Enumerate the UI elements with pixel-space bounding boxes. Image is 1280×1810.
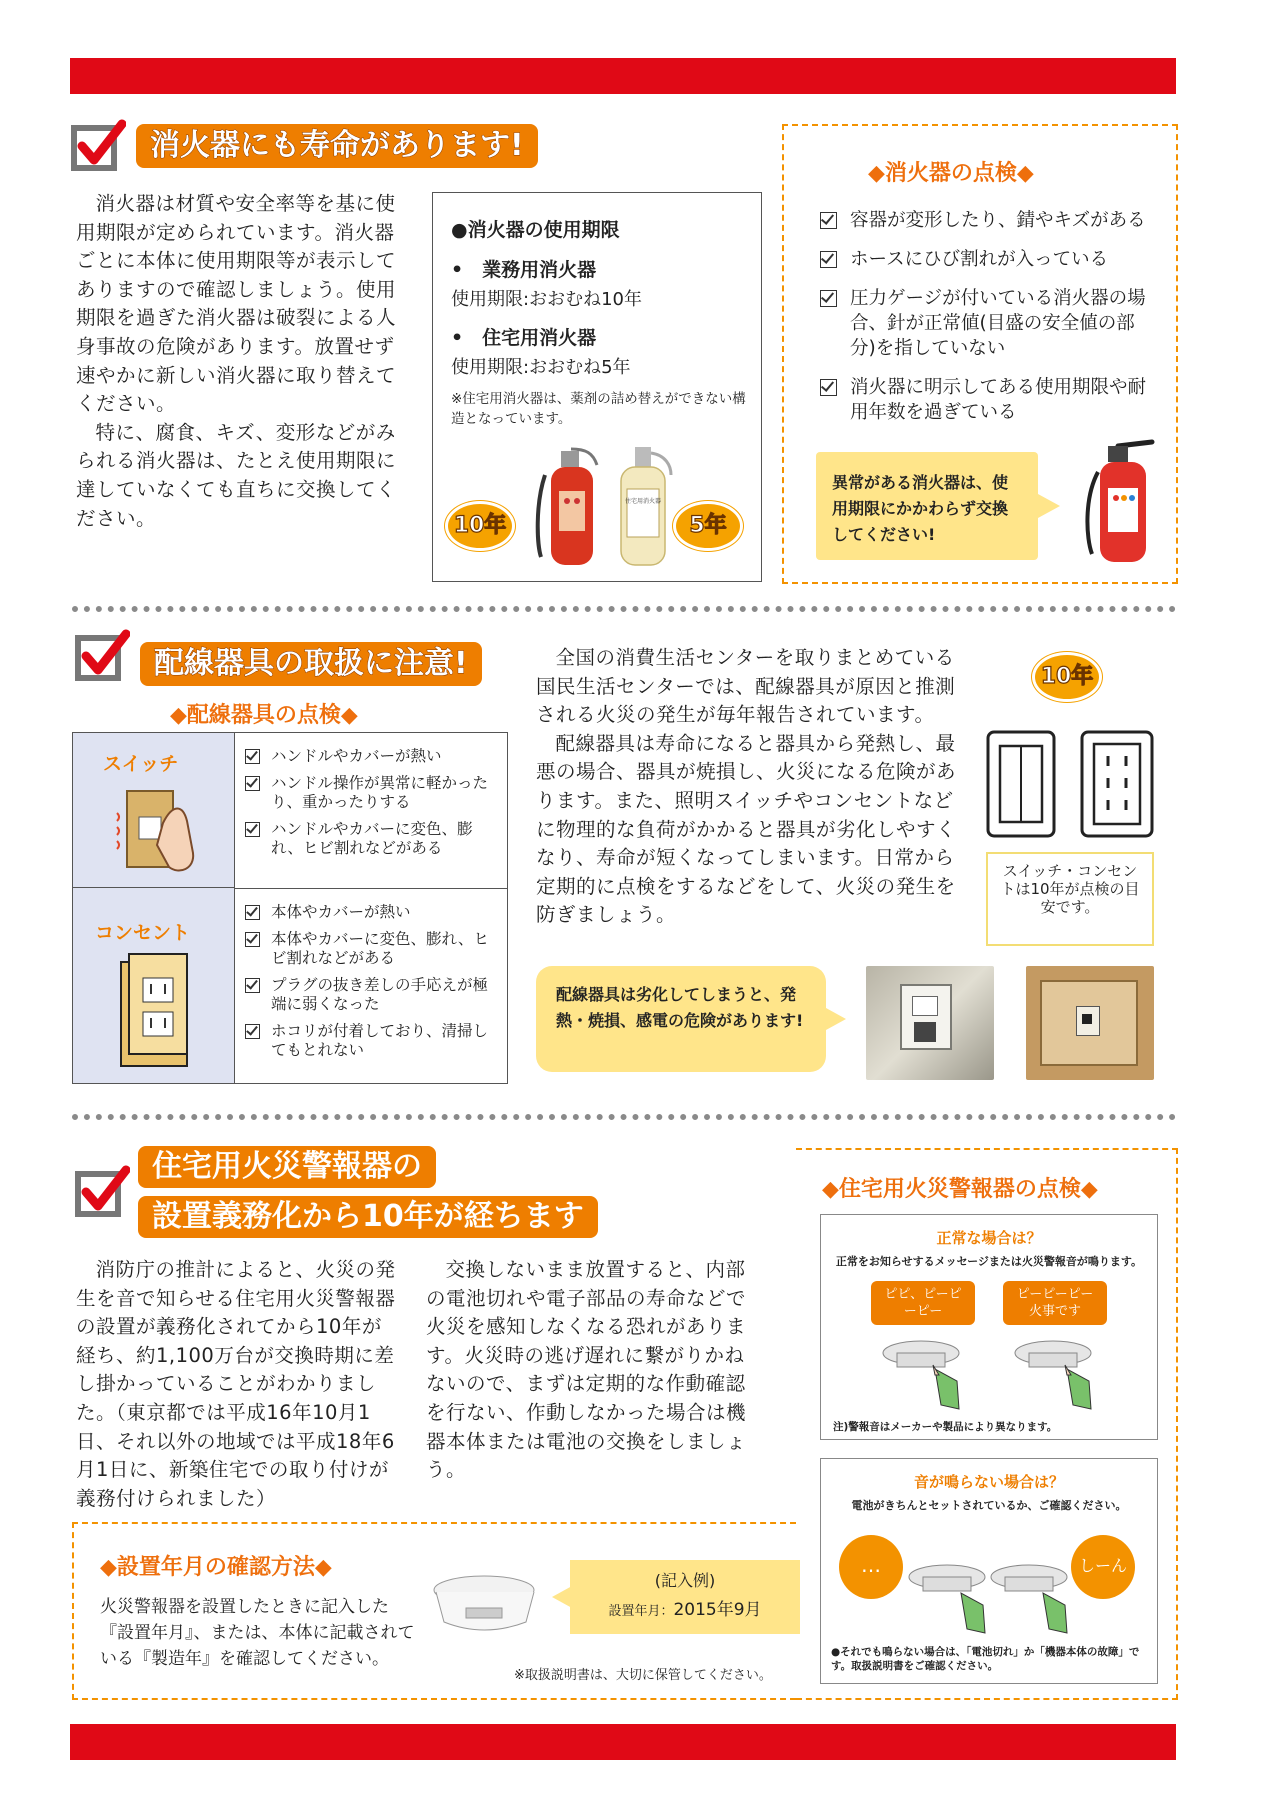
alarm-body-right bbox=[426, 1256, 756, 1485]
residential-value: 使用期限:おおむね5年 bbox=[451, 357, 631, 378]
install-example-row bbox=[570, 1595, 800, 1620]
damaged-switch-photo bbox=[866, 966, 994, 1080]
normal-case-panel bbox=[820, 1214, 1158, 1440]
example-pointer bbox=[552, 1586, 572, 1608]
silent-case-panel bbox=[820, 1458, 1158, 1684]
switch-burn bbox=[914, 1022, 936, 1042]
section-title-alarm-line1: 住宅用火災警報器の bbox=[138, 1146, 436, 1188]
extinguisher-para-1: 消火器は材質や安全率等を基に使用期限が定められています。消火器ごとに本体に使用期限等が表示してありますので確認しましょう。使用期限を過ぎた消火器は破裂による人身事故の危険があります。放置せず速やかに新しい消火器に取り替えてください。 bbox=[76, 192, 397, 416]
section-title-extinguisher: 消火器にも寿命があります! bbox=[136, 124, 538, 168]
install-date-heading: ◆設置年月の確認方法◆ bbox=[100, 1555, 332, 1580]
silent-bubble-1: … bbox=[839, 1535, 903, 1599]
extinguisher-para-2: 特に、腐食、キズ、変形などがみられる消火器は、たとえ使用期限に達していなくても直ちに交換してください。 bbox=[76, 420, 397, 530]
wiring-body bbox=[536, 644, 964, 930]
wiring-inspection-heading: ◆配線器具の点検◆ bbox=[170, 703, 358, 728]
wiring-inspection-table bbox=[72, 732, 508, 1084]
checkbox-icon bbox=[245, 749, 260, 764]
extinguisher-inspection-box bbox=[782, 124, 1178, 584]
section-divider bbox=[72, 1114, 1176, 1120]
badge-5-years: 5年 bbox=[673, 501, 743, 551]
callout-pointer bbox=[1038, 494, 1060, 518]
install-example-box bbox=[570, 1560, 800, 1634]
outlet-burn bbox=[1082, 1014, 1092, 1024]
normal-bubble-2: ピーピーピー火事です bbox=[1003, 1281, 1107, 1325]
checkbox-icon bbox=[820, 290, 837, 307]
normal-case-desc: 正常をお知らせするメッセージまたは火災警報音が鳴ります。 bbox=[835, 1255, 1143, 1268]
lifespan-note: ※住宅用消火器は、薬剤の詰め替えができない構造となっています。 bbox=[451, 391, 746, 427]
callout-pointer bbox=[826, 1008, 846, 1030]
checkmark-icon bbox=[74, 628, 130, 684]
checklist-item: ハンドル操作が異常に軽かったり、重かったりする bbox=[245, 774, 499, 812]
residential-extinguisher-label: 住宅用消火器 bbox=[624, 498, 662, 505]
checklist-item: ハンドルやカバーに変色、膨れ、ヒビ割れなどがある bbox=[245, 820, 499, 858]
checkbox-icon bbox=[245, 1024, 260, 1039]
damaged-outlet-photo bbox=[1026, 966, 1154, 1080]
residential-label: • 住宅用消火器 bbox=[451, 327, 597, 349]
top-red-bar bbox=[70, 58, 1176, 94]
normal-case-note: 注)警報音はメーカーや製品により異なります。 bbox=[833, 1421, 1058, 1433]
badge-10-years: 10年 bbox=[445, 501, 515, 551]
alarm-inspection-heading: ◆住宅用火災警報器の点検◆ bbox=[822, 1177, 1098, 1202]
silent-case-note: ●それでも鳴らない場合は、「電池切れ」か「機器本体の故障」です。取扱説明書をご確認ください。 bbox=[831, 1646, 1140, 1672]
switch-cell bbox=[73, 733, 235, 888]
switch-illustration-icon bbox=[113, 783, 203, 875]
checklist-item: 容器が変形したり、錆やキズがある bbox=[820, 208, 1160, 233]
checkbox-icon bbox=[820, 212, 837, 229]
checkbox-icon bbox=[245, 905, 260, 920]
outlet-plate-icon bbox=[1080, 730, 1154, 838]
outlet-label: コンセント bbox=[95, 922, 191, 944]
residential-extinguisher-icon bbox=[609, 445, 679, 569]
commercial-value: 使用期限:おおむね10年 bbox=[451, 289, 642, 310]
smoke-alarm-press-icon bbox=[989, 1555, 1079, 1639]
extinguisher-icon bbox=[1078, 438, 1164, 566]
install-date-text: 火災警報器を設置したときに記入した『設置年月』、または、本体に記載されている『製造年』を確認してください。 bbox=[100, 1597, 415, 1669]
wiring-para-2: 配線器具は寿命になると器具から発熱し、最悪の場合、器具が焼損し、火災になる危険があります。また、照明スイッチやコンセントなどに物理的な負荷がかかると器具が劣化しやすくなり、寿命が短くなってしまいます。日常から定期的に点検をするなどをして、火災の発生を防ぎましょう。 bbox=[536, 731, 957, 927]
section-divider bbox=[72, 606, 1176, 612]
alarm-body-left bbox=[76, 1256, 398, 1513]
section-title-wiring: 配線器具の取扱に注意! bbox=[140, 642, 482, 686]
table-divider bbox=[235, 888, 507, 889]
checklist-item: ホコリが付着しており、清掃してもとれない bbox=[245, 1022, 499, 1060]
switch-label: スイッチ bbox=[103, 753, 179, 775]
outlet-illustration-icon bbox=[113, 950, 199, 1072]
manual-note: ※取扱説明書は、大切に保管してください。 bbox=[514, 1668, 772, 1683]
silent-case-title: 音が鳴らない場合は？ bbox=[913, 1473, 1064, 1491]
checklist-item: ホースにひび割れが入っている bbox=[820, 247, 1160, 272]
checkmark-icon bbox=[74, 1164, 130, 1220]
install-example-value: 2015年9月 bbox=[673, 1600, 762, 1620]
lifespan-heading: ●消火器の使用期限 bbox=[451, 219, 620, 241]
switch-outlet-note: スイッチ・コンセントは10年が点検の目安です。 bbox=[986, 852, 1154, 946]
extinguisher-callout: 異常がある消火器は、使用期限にかかわらず交換してください! bbox=[816, 452, 1038, 560]
normal-case-title: 正常な場合は？ bbox=[936, 1229, 1042, 1247]
checkbox-icon bbox=[245, 932, 260, 947]
switch-plate-icon bbox=[986, 730, 1056, 838]
checklist-item: ハンドルやカバーが熱い bbox=[245, 747, 499, 766]
alarm-para-right: 交換しないまま放置すると、内部の電池切れや電子部品の寿命などで火災を感知しなくなる恐れがあります。火災時の逃げ遅れに繋がりかねないので、まずは定期的な作動確認を行ない、作動しなかった場合は機器本体または電池の交換をしましょう。 bbox=[426, 1258, 747, 1482]
checklist-item: 圧力ゲージが付いている消火器の場合、針が正常値(目盛の安全値の部分)を指していない bbox=[820, 286, 1160, 361]
install-example-label: 設置年月： bbox=[608, 1604, 674, 1619]
switch-toggle bbox=[912, 996, 938, 1016]
badge-10-years: 10年 bbox=[1032, 652, 1102, 702]
silent-bubble-2: しーん bbox=[1071, 1535, 1135, 1599]
outlet-cell bbox=[73, 888, 235, 1083]
wiring-para-1: 全国の消費生活センターを取りまとめている国民生活センターでは、配線器具が原因と推測される火災の発生が毎年報告されています。 bbox=[536, 646, 956, 727]
checklist-item: プラグの抜き差しの手応えが極端に弱くなった bbox=[245, 976, 499, 1014]
checkbox-icon bbox=[820, 251, 837, 268]
checklist-item: 本体やカバーに変色、膨れ、ヒビ割れなどがある bbox=[245, 930, 499, 968]
checklist-item: 消火器に明示してある使用期限や耐用年数を過ぎている bbox=[820, 375, 1160, 425]
commercial-extinguisher-icon bbox=[531, 445, 611, 569]
wiring-callout: 配線器具は劣化してしまうと、発熱・焼損、感電の危険があります! bbox=[536, 966, 826, 1072]
checkmark-icon bbox=[70, 118, 126, 174]
extinguisher-inspection-heading: ◆消火器の点検◆ bbox=[868, 161, 1034, 186]
commercial-label: • 業務用消火器 bbox=[451, 259, 597, 281]
section-title-alarm-line2: 設置義務化から10年が経ちます bbox=[138, 1196, 598, 1238]
checkbox-icon bbox=[245, 978, 260, 993]
smoke-alarm-icon bbox=[430, 1568, 540, 1640]
normal-bubble-1: ピピ、ピーピーピー bbox=[871, 1281, 975, 1325]
extinguisher-intro bbox=[76, 190, 396, 533]
install-example-title: (記入例) bbox=[654, 1571, 716, 1590]
alarm-inspection-box bbox=[796, 1148, 1178, 1700]
checkbox-icon bbox=[245, 822, 260, 837]
silent-case-desc: 電池がきちんとセットされているか、ご確認ください。 bbox=[851, 1499, 1127, 1512]
lifespan-box bbox=[432, 192, 762, 582]
smoke-alarm-press-icon bbox=[907, 1555, 997, 1639]
install-date-box bbox=[72, 1522, 796, 1700]
checkbox-icon bbox=[245, 776, 260, 791]
checkbox-icon bbox=[820, 379, 837, 396]
checklist-item: 本体やカバーが熱い bbox=[245, 903, 499, 922]
outlet-checklist bbox=[245, 903, 499, 1068]
extinguisher-checklist bbox=[820, 208, 1160, 439]
alarm-para-left: 消防庁の推計によると、火災の発生を音で知らせる住宅用火災警報器の設置が義務化されてから10年が経ち、約1,100万台が交換時期に差し掛かっていることがわかりました。（東京都では平成16年10月1日、それ以外の地域では平成18年6月1日に、新築住宅での取り付けが義務付けられました） bbox=[76, 1258, 396, 1510]
bottom-red-bar bbox=[70, 1724, 1176, 1760]
smoke-alarm-press-icon bbox=[1013, 1331, 1103, 1415]
smoke-alarm-press-icon bbox=[881, 1331, 971, 1415]
switch-checklist bbox=[245, 747, 499, 866]
